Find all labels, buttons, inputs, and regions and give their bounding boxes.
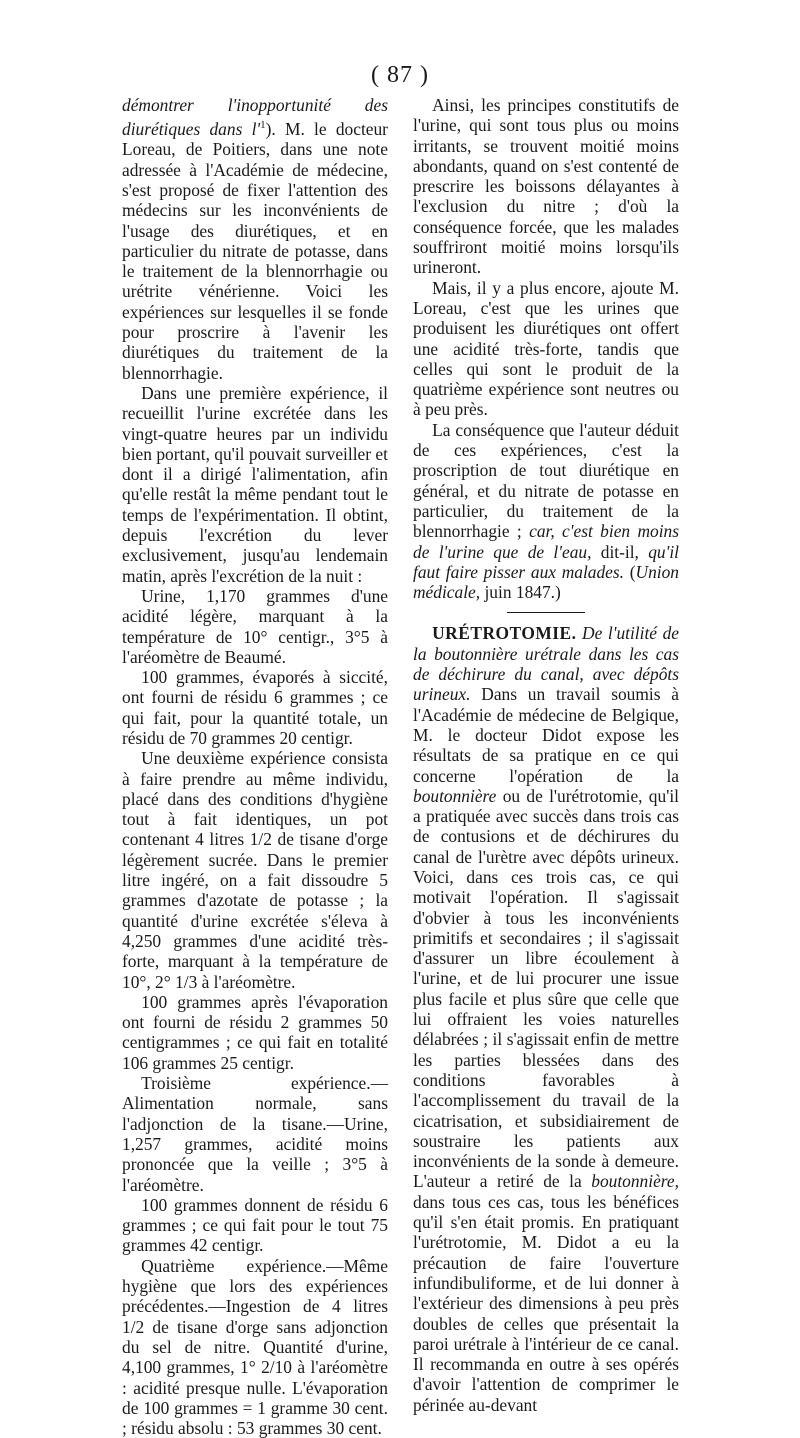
paragraph-text: La conséquence que l'auteur déduit de ces expériences, c'est la proscription de tout diurétique en général, et du nitrate de potasse en particulier, du traitement de la blennorrhagie ;: [413, 419, 679, 542]
italic-term: boutonnière,: [591, 1171, 679, 1192]
paragraph-text: dit-il,: [591, 541, 649, 562]
left-column: [122, 95, 388, 1438]
paragraph: Mais, il y a plus encore, ajoute M. Loreau, c'est que les urines que produisent les diurétiques ont offert une acidité très-forte, tandis que celles qui sont le produit de la quatrième expérience sont neutres ou à peu près.: [413, 277, 679, 420]
paragraph-text: ). M. le docteur Loreau, de Poitiers, dans une note adressée à l'Académie de médecine, s'est proposé de fixer l'attention des médecins sur les inconvénients de l'usage des diurétiques, et en particulier du nitrate de potasse, dans le traitement de la blennorrhagie ou urétrite vénérienne. Voici les expériences sur lesquelles il se fonde pour proscrire à l'avenir les diurétiques du traitement de la blennorrhagie.: [122, 119, 388, 383]
paragraph-text: (: [624, 561, 636, 582]
paragraph: Une deuxième expérience consista à faire prendre au même individu, placé dans des conditions d'hygiène tout à fait identiques, un pot contenant 4 litres 1/2 de tisane d'orge légèrement sucrée. Dans le premier litre ingéré, on a fait dissoudre 5 grammes d'azotate de potasse ; la quantité d'urine excrétée s'éleva à 4,250 grammes d'une acidité très-forte, marquant à la température de 10°, 2° 1/3 à l'aréomètre.: [122, 748, 388, 992]
right-column: [413, 95, 679, 1415]
italic-quote: car, c'est bien moins de l'urine que de l'eau,: [413, 521, 679, 562]
section-subtitle: De l'utilité de la boutonnière urétrale dans les cas de déchirure du canal, avec dépôts urineux.: [413, 623, 679, 705]
paragraph-text: ou de l'urétrotomie, qu'il a pratiquée avec succès dans trois cas de contusions et de déchirures du canal de l'urètre avec dépôts urineux. Voici, dans ces trois cas, ce qui motivait l'opération. Il s'agissait d'obvier à tous les inconvénients primitifs et secondaires ; il s'agissait d'assurer un libre écoulement à l'urine, et de lui procurer une issue plus facile et plus sûre que celle que lui offraient les voies naturelles délabrées ; il s'agissait enfin de mettre les parties blessées dans des conditions favorables à l'accomplissement du travail de la cicatrisation, et subsidiairement de soustraire les patients aux inconvénients de la sonde à demeure. L'auteur a retiré de la: [413, 785, 679, 1192]
paragraph: [413, 420, 679, 603]
paragraph-text: dans tous ces cas, tous les bénéfices qu'il s'en était promis. En pratiquant l'urétrotomie, M. Didot a eu la précaution de faire l'ouverture infundibuliforme, et de lui donner à l'extérieur des dimensions à peu près doubles de celles que présentait la paroi urétrale à l'intérieur de ce canal. Il recommanda en outre à ses opérés d'avoir l'attention de comprimer le périnée au-devant: [413, 1191, 679, 1415]
paragraph-text: Dans un travail soumis à l'Académie de médecine de Belgique, M. le docteur Didot expose les résultats de sa pratique en ce qui concerne l'opération de la: [413, 684, 679, 786]
section-divider: [507, 612, 585, 613]
paragraph: [122, 95, 388, 383]
section-heading: URÉTROTOMIE.: [432, 623, 577, 644]
source-citation: Union médicale,: [413, 561, 679, 603]
paragraph: 100 grammes donnent de résidu 6 grammes ; ce qui fait pour le tout 75 grammes 42 centigr.: [122, 1194, 388, 1256]
paragraph: 100 grammes, évaporés à siccité, ont fourni de résidu 6 grammes ; ce qui fait, pour la quantité totale, un résidu de 70 grammes 20 centigr.: [122, 667, 388, 748]
paragraph: Ainsi, les principes constitutifs de l'urine, qui sont tous plus ou moins irritants, se trouvent moitié moins abondants, quand on s'est contenté de prescrire les boissons délayantes à l'exclusion du nitre ; d'où la conséquence forcée, que les malades souffriront moitié moins lorsqu'ils urineront.: [413, 95, 679, 278]
paragraph: Quatrième expérience.—Même hygiène que lors des expériences précédentes.—Ingestion de 4 litres 1/2 de tisane d'orge sans adjonction du sel de nitre. Quantité d'urine, 4,100 grammes, 1° 2/10 à l'aréomètre : acidité presque nulle. L'évaporation de 100 grammes = 1 gramme 30 cent. ; résidu absolu : 53 grammes 30 cent.: [122, 1255, 388, 1438]
paragraph: Dans une première expérience, il recueillit l'urine excrétée dans les vingt-quatre heures par un individu bien portant, qu'il pouvait surveiller et dont il a dirigé l'alimentation, afin qu'elle restât la même pendant tout le temps de l'expérimentation. Il obtint, depuis l'excrétion du lever exclusivement, jusqu'au lendemain matin, après l'excrétion de la nuit :: [122, 382, 388, 586]
page-number: ( 87 ): [371, 62, 429, 88]
italic-phrase: démontrer l'inopportunité des diurétiques dans l': [122, 95, 388, 140]
paragraph: Troisième expérience.—Alimentation normale, sans l'adjonction de la tisane.—Urine, 1,257 grammes, acidité moins prononcée que la veille ; 3°5 à l'aréomètre.: [122, 1073, 388, 1195]
footnote-marker: 1: [260, 119, 266, 132]
italic-term: boutonnière: [413, 785, 497, 806]
paragraph: Urine, 1,170 grammes d'une acidité légère, marquant à la température de 10° centigr., 3°5 à l'aréomètre de Beaumé.: [122, 585, 388, 667]
paragraph-text: juin 1847.): [480, 582, 561, 603]
paragraph: 100 grammes après l'évaporation ont fourni de résidu 2 grammes 50 centigrammes ; ce qui fait en totalité 106 grammes 25 centigr.: [122, 991, 388, 1073]
section-paragraph: [413, 623, 679, 1415]
italic-quote: qu'il faut faire pisser aux malades.: [413, 541, 679, 582]
